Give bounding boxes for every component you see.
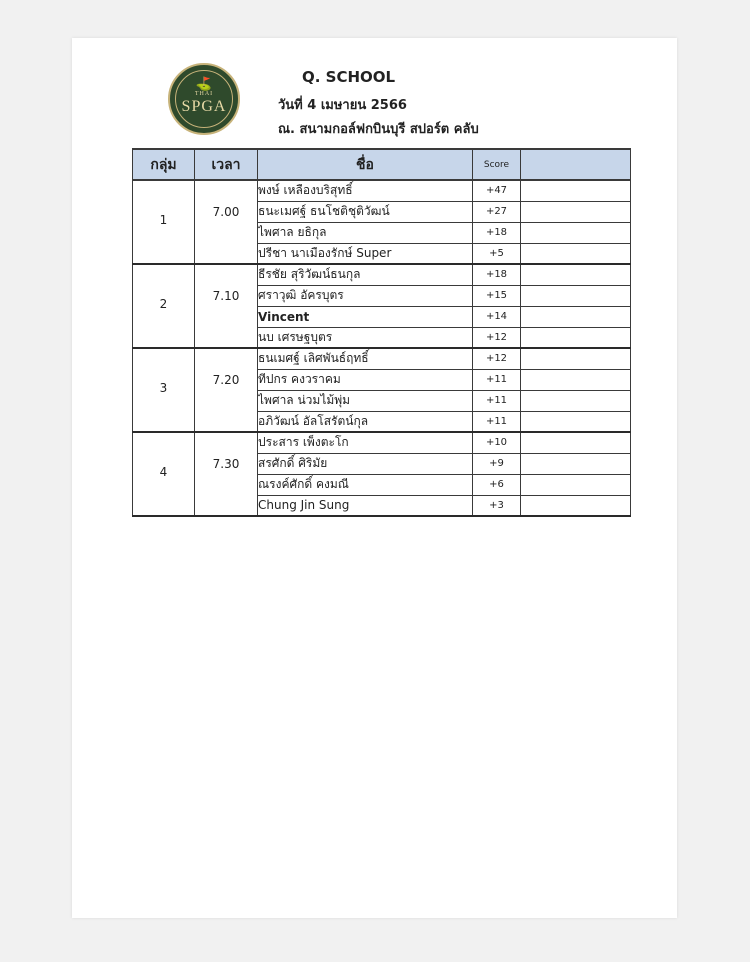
golfer-icon: ⛳ bbox=[195, 77, 213, 92]
column-header-extra bbox=[521, 149, 631, 180]
tee-time-table bbox=[132, 148, 631, 517]
player-score: +11 bbox=[473, 369, 521, 390]
empty-cell bbox=[521, 453, 631, 474]
group-number bbox=[133, 348, 195, 432]
empty-cell bbox=[521, 222, 631, 243]
player-name: Chung Jin Sung bbox=[258, 495, 473, 516]
tee-time-text: 7.00 bbox=[212, 205, 240, 219]
thai-spga-logo bbox=[168, 63, 240, 135]
empty-cell bbox=[521, 474, 631, 495]
player-name: สรศักดิ์ ศิริมัย bbox=[258, 453, 473, 474]
player-score: +3 bbox=[473, 495, 521, 516]
table-row bbox=[133, 264, 631, 285]
empty-cell bbox=[521, 243, 631, 264]
player-score: +12 bbox=[473, 327, 521, 348]
logo-small-text: THAI bbox=[194, 91, 214, 97]
event-venue: ณ. สนามกอล์ฟกบินบุรี สปอร์ต คลับ bbox=[278, 122, 479, 137]
player-score: +27 bbox=[473, 201, 521, 222]
column-header-name: ชื่อ bbox=[258, 149, 473, 180]
event-date: วันที่ 4 เมษายน 2566 bbox=[278, 98, 407, 113]
player-score: +9 bbox=[473, 453, 521, 474]
logo-big-text: SPGA bbox=[181, 98, 227, 115]
player-score: +11 bbox=[473, 390, 521, 411]
empty-cell bbox=[521, 411, 631, 432]
player-name: อภิวัฒน์ อัลโสรัตน์กุล bbox=[258, 411, 473, 432]
group-number bbox=[133, 264, 195, 348]
group-number bbox=[133, 432, 195, 516]
player-score: +18 bbox=[473, 264, 521, 285]
column-header-score: Score bbox=[473, 149, 521, 180]
group-number bbox=[133, 180, 195, 264]
player-name: นบ เศรษฐบุตร bbox=[258, 327, 473, 348]
player-name: พงษ์ เหลืองบริสุทธิ์ bbox=[258, 180, 473, 201]
table-row bbox=[133, 180, 631, 201]
player-name: ปรีชา นาเมืองรักษ์ Super bbox=[258, 243, 473, 264]
player-name: ไพศาล น่วมไม้พุ่ม bbox=[258, 390, 473, 411]
empty-cell bbox=[521, 264, 631, 285]
empty-cell bbox=[521, 390, 631, 411]
player-name: ณรงค์ศักดิ์ คงมณี bbox=[258, 474, 473, 495]
empty-cell bbox=[521, 285, 631, 306]
tee-time-text: 7.30 bbox=[212, 457, 240, 471]
tee-time bbox=[195, 432, 258, 516]
logo-ring bbox=[175, 70, 233, 128]
empty-cell bbox=[521, 348, 631, 369]
player-name: ธนะเมศฐ์ ธนโชติชุติวัฒน์ bbox=[258, 201, 473, 222]
table-row bbox=[133, 348, 631, 369]
player-score: +12 bbox=[473, 348, 521, 369]
group-number-text: 2 bbox=[159, 297, 168, 311]
player-name: ประสาร เพ็งตะโก bbox=[258, 432, 473, 453]
empty-cell bbox=[521, 369, 631, 390]
table-row bbox=[133, 432, 631, 453]
player-name: ศราวุฒิ อัครบุตร bbox=[258, 285, 473, 306]
player-name: ไพศาล ยธิกุล bbox=[258, 222, 473, 243]
player-name: Vincent bbox=[258, 306, 473, 327]
group-number-text: 3 bbox=[159, 381, 168, 395]
empty-cell bbox=[521, 432, 631, 453]
player-name: ทีปกร คงวราคม bbox=[258, 369, 473, 390]
table-header-row bbox=[133, 149, 631, 180]
column-header-group: กลุ่ม bbox=[133, 149, 195, 180]
empty-cell bbox=[521, 201, 631, 222]
empty-cell bbox=[521, 180, 631, 201]
empty-cell bbox=[521, 327, 631, 348]
player-name: ธนเมศฐ์ เลิศพันธ์ฤทธิ์ bbox=[258, 348, 473, 369]
empty-cell bbox=[521, 306, 631, 327]
player-score: +15 bbox=[473, 285, 521, 306]
player-score: +18 bbox=[473, 222, 521, 243]
tee-time-text: 7.10 bbox=[212, 289, 240, 303]
group-number-text: 4 bbox=[159, 465, 168, 479]
player-score: +47 bbox=[473, 180, 521, 201]
player-score: +14 bbox=[473, 306, 521, 327]
group-number-text: 1 bbox=[159, 213, 168, 227]
document-title: Q. SCHOOL bbox=[302, 68, 396, 86]
tee-time bbox=[195, 180, 258, 264]
tee-time bbox=[195, 264, 258, 348]
player-score: +6 bbox=[473, 474, 521, 495]
player-score: +10 bbox=[473, 432, 521, 453]
tee-time bbox=[195, 348, 258, 432]
player-name: ธีรชัย สุริวัฒน์ธนกุล bbox=[258, 264, 473, 285]
empty-cell bbox=[521, 495, 631, 516]
column-header-time: เวลา bbox=[195, 149, 258, 180]
tee-time-text: 7.20 bbox=[212, 373, 240, 387]
player-score: +11 bbox=[473, 411, 521, 432]
player-score: +5 bbox=[473, 243, 521, 264]
